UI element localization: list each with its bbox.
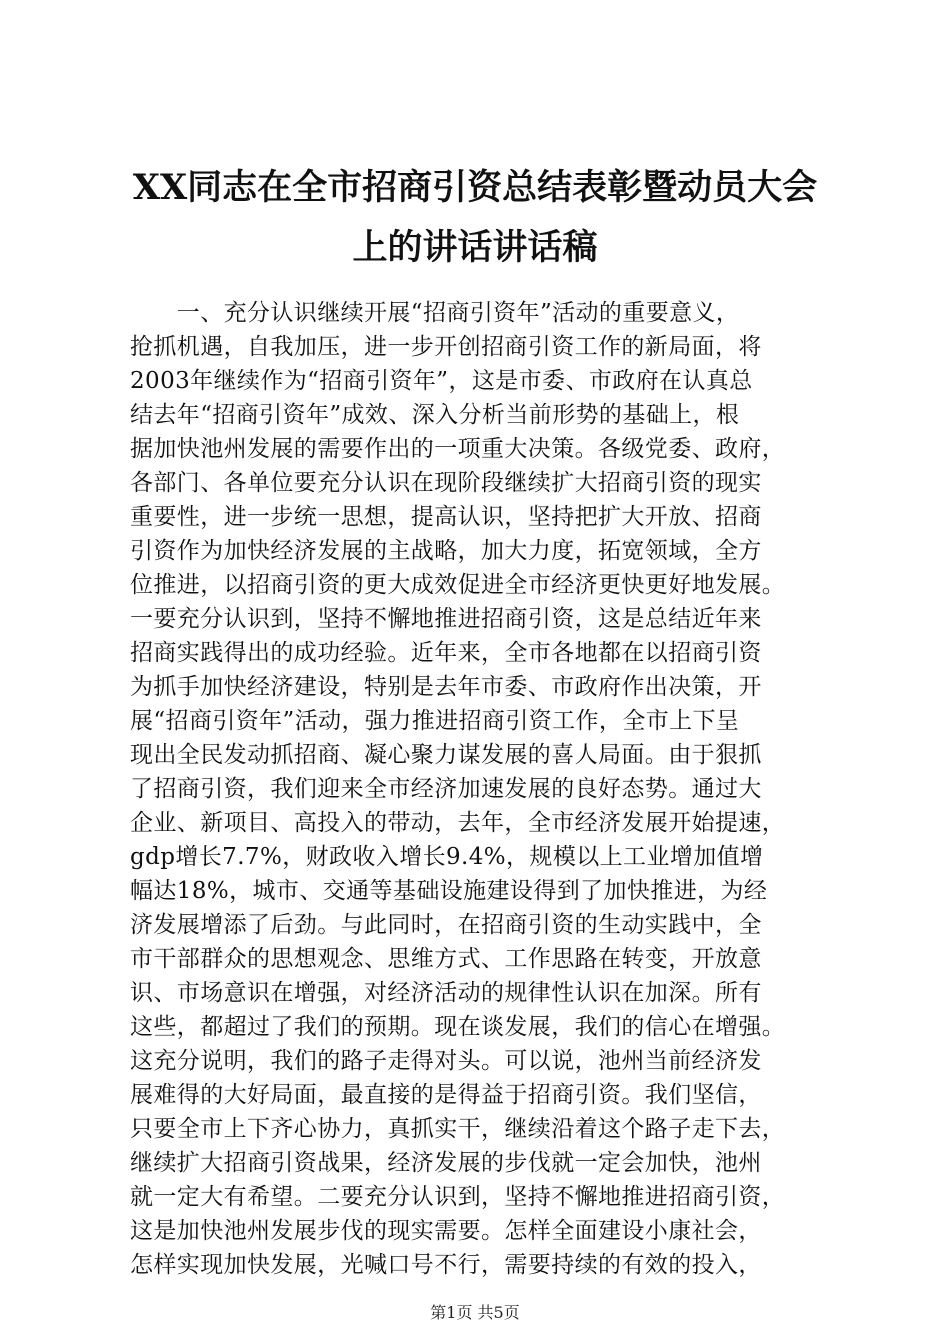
body-line: 市干部群众的思想观念、思维方式、工作思路在转变，开放意 <box>130 946 762 972</box>
body-line: 怎样实现加快发展，光喊口号不行，需要持续的有效的投入， <box>130 1252 762 1278</box>
body-line: 引资作为加快经济发展的主战略，加大力度，拓宽领域，全方 <box>130 538 762 564</box>
body-line: 结去年“招商引资年”成效、深入分析当前形势的基础上，根 <box>130 402 740 428</box>
body-line: 一、充分认识继续开展“招商引资年”活动的重要意义， <box>130 300 740 326</box>
document-title-line-1: XX同志在全市招商引资总结表彰暨动员大会 <box>132 167 818 208</box>
body-line: 招商实践得出的成功经验。近年来，全市各地都在以招商引资 <box>130 640 762 666</box>
page-footer: 第1页 共5页 <box>430 1303 520 1322</box>
body-line: 位推进，以招商引资的更大成效促进全市经济更快更好地发展。 <box>130 572 786 598</box>
body-line: 展“招商引资年”活动，强力推进招商引资工作，全市上下呈 <box>130 708 740 734</box>
body-line: 抢抓机遇，自我加压，进一步开创招商引资工作的新局面，将 <box>130 334 762 360</box>
document-body <box>130 296 830 1282</box>
body-line: 企业、新项目、高投入的带动，去年，全市经济发展开始提速， <box>130 810 786 836</box>
body-line: gdp增长7.7%，财政收入增长9.4%，规模以上工业增加值增 <box>130 844 764 870</box>
body-line: 济发展增添了后劲。与此同时，在招商引资的生动实践中，全 <box>130 912 762 938</box>
body-line: 据加快池州发展的需要作出的一项重大决策。各级党委、政府， <box>130 436 786 462</box>
body-line: 各部门、各单位要充分认识在现阶段继续扩大招商引资的现实 <box>130 470 762 496</box>
body-line: 2003年继续作为“招商引资年”，这是市委、市政府在认真总 <box>130 368 753 394</box>
body-line: 重要性，进一步统一思想，提高认识，坚持把扩大开放、招商 <box>130 504 762 530</box>
body-line: 这充分说明，我们的路子走得对头。可以说，池州当前经济发 <box>130 1048 762 1074</box>
body-line: 一要充分认识到，坚持不懈地推进招商引资，这是总结近年来 <box>130 606 762 632</box>
body-line: 就一定大有希望。二要充分认识到，坚持不懈地推进招商引资， <box>130 1184 786 1210</box>
body-line: 这是加快池州发展步伐的现实需要。怎样全面建设小康社会， <box>130 1218 762 1244</box>
body-line: 为抓手加快经济建设，特别是去年市委、市政府作出决策，开 <box>130 674 762 700</box>
body-line: 展难得的大好局面，最直接的是得益于招商引资。我们坚信， <box>130 1082 762 1108</box>
body-line: 这些，都超过了我们的预期。现在谈发展，我们的信心在增强。 <box>130 1014 786 1040</box>
body-line: 识、市场意识在增强，对经济活动的规律性认识在加深。所有 <box>130 980 762 1006</box>
body-line: 现出全民发动抓招商、凝心聚力谋发展的喜人局面。由于狠抓 <box>130 742 762 768</box>
document-title-line-2: 上的讲话讲话稿 <box>352 227 598 268</box>
body-line: 继续扩大招商引资战果，经济发展的步伐就一定会加快，池州 <box>130 1150 762 1176</box>
body-line: 只要全市上下齐心协力，真抓实干，继续沿着这个路子走下去， <box>130 1116 786 1142</box>
body-line: 幅达18%，城市、交通等基础设施建设得到了加快推进，为经 <box>130 878 768 904</box>
body-line: 了招商引资，我们迎来全市经济加速发展的良好态势。通过大 <box>130 776 762 802</box>
